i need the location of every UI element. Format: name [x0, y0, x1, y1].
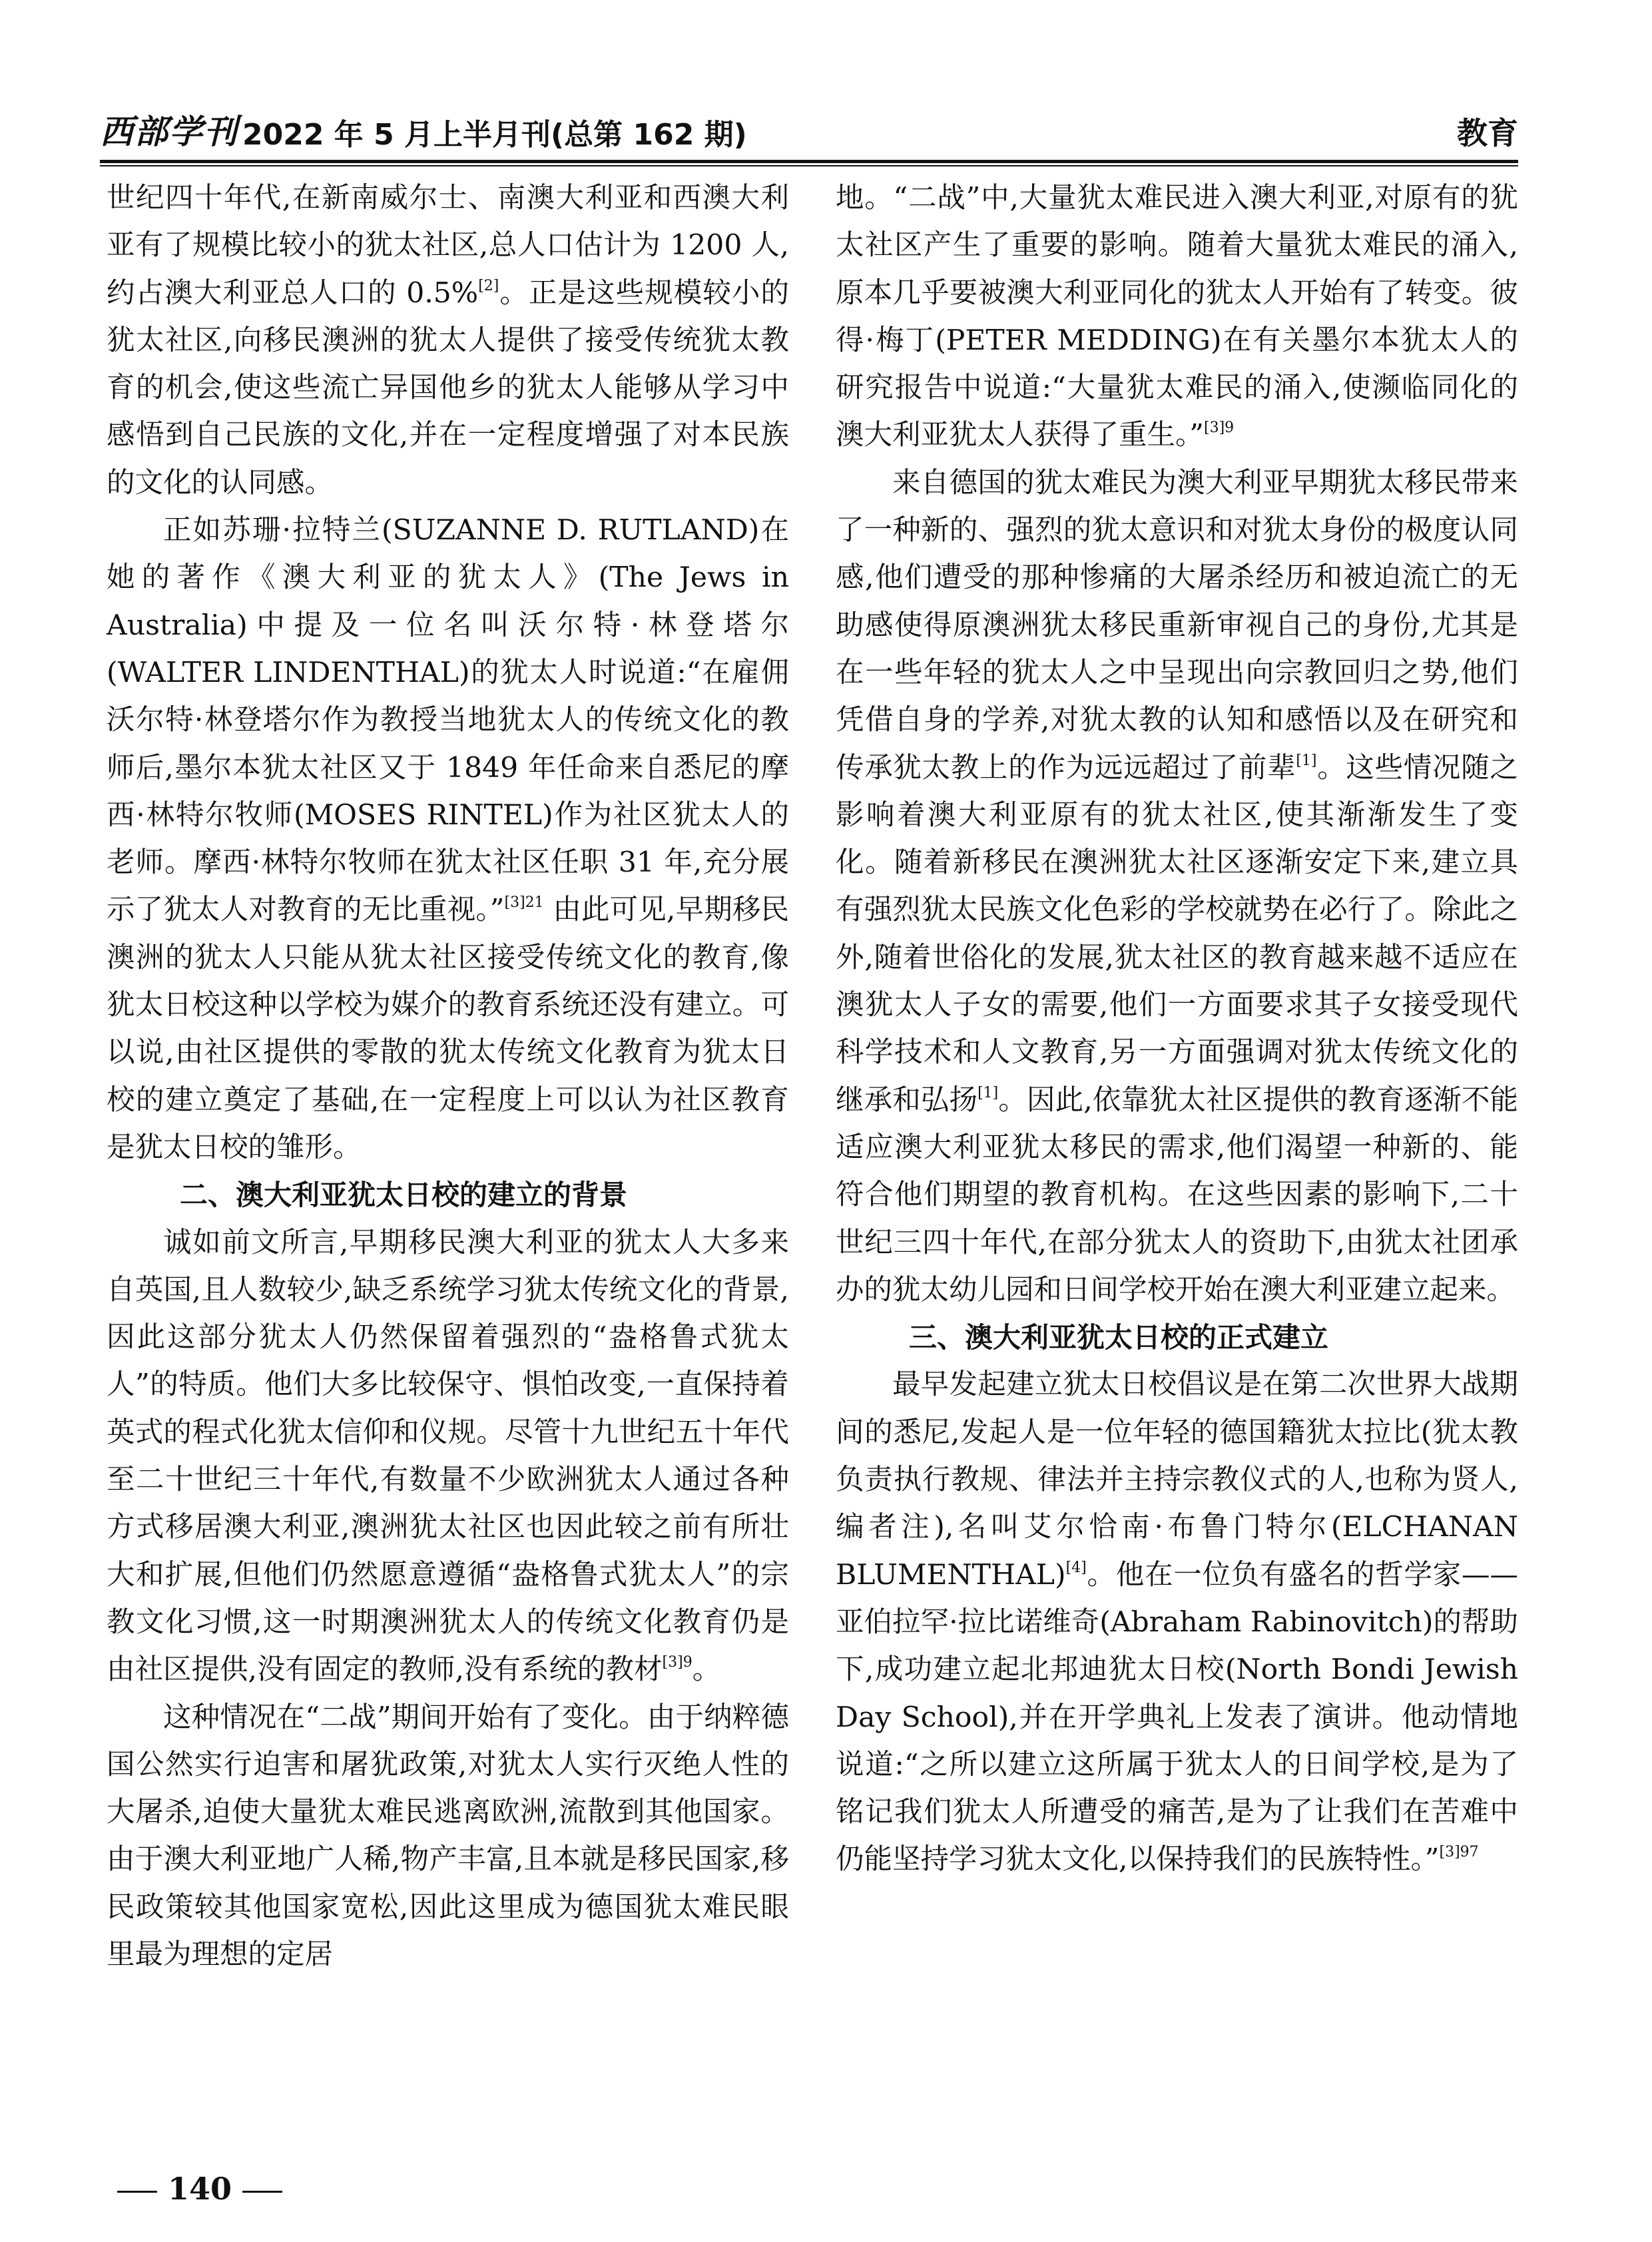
paragraph [107, 1219, 789, 1694]
section-heading: 二、澳大利亚犹太日校的建立的背景 [180, 1179, 628, 1212]
journal-logo: 西部学刊 [100, 112, 238, 151]
section-heading: 三、澳大利亚犹太日校的正式建立 [909, 1321, 1329, 1354]
footer-dash [117, 2191, 157, 2193]
right-column [836, 174, 1518, 1884]
citation: [3]9 [662, 1654, 692, 1671]
citation: [3]97 [1439, 1844, 1479, 1861]
paragraph-text: 正如苏珊·拉特兰(SUZANNE D. RUTLAND)在她的著作《澳大利亚的犹太人》(The Jews in Australia)中提及一位名叫沃尔特·林登塔尔(WALTER LINDENTHAL)的犹太人时说道:“在雇佣沃尔特·林登塔尔作为教授当地犹太人的传统文化的教师后,墨尔本犹太社区又于 1849 年任命来自悉尼的摩西·林特尔牧师(MOSES RINTEL)作为社区犹太人的老师。摩西·林特尔牧师在犹太社区任职 31 年,充分展示了犹太人对教育的无比重视。” [107, 514, 789, 927]
section-label: 教育 [1457, 115, 1518, 151]
header-left [100, 105, 747, 153]
left-column [107, 174, 789, 1978]
paragraph [107, 174, 789, 507]
paragraph-text: 地。“二战”中,大量犹太难民进入澳大利亚,对原有的犹太社区产生了重要的影响。随着大量犹太难民的涌入,原本几乎要被澳大利亚同化的犹太人开始有了转变。彼得·梅丁(PETER MEDDING)在有关墨尔本犹太人的研究报告中说道:“大量犹太难民的涌入,使濒临同化的澳大利亚犹太人获得了重生。” [836, 182, 1518, 452]
citation: [3]9 [1203, 420, 1235, 437]
citation: [1] [977, 1084, 999, 1101]
page-header [100, 107, 1518, 153]
paragraph-text: 。他在一位负有盛名的哲学家——亚伯拉罕·拉比诺维奇(Abraham Rabinovitch)的帮助下,成功建立起北邦迪犹太日校(North Bondi Jewish Day School),并在开学典礼上发表了演讲。他动情地说道:“之所以建立这所属于犹太人的日间学校,是为了铭记我们犹太人所遭受的痛苦,是为了让我们在苦难中仍能坚持学习犹太文化,以保持我们的民族特性。” [836, 1558, 1518, 1876]
paragraph-text: 来自德国的犹太难民为澳大利亚早期犹太移民带来了一种新的、强烈的犹太意识和对犹太身份的极度认同感,他们遭受的那种惨痛的大屠杀经历和被迫流亡的无助感使得原澳洲犹太移民重新审视自己的身份,尤其是在一些年轻的犹太人之中呈现出向宗教回归之势,他们凭借自身的学养,对犹太教的认知和感悟以及在研究和传承犹太教上的作为远远超过了前辈 [836, 466, 1518, 784]
paragraph [107, 507, 789, 1171]
citation: [1] [1296, 752, 1317, 769]
paragraph-text: 世纪四十年代,在新南威尔士、南澳大利亚和西澳大利亚有了规模比较小的犹太社区,总人口估计为 1200 人,约占澳大利亚总人口的 0.5% [107, 182, 789, 310]
paragraph-text: 诚如前文所言,早期移民澳大利亚的犹太人大多来自英国,且人数较少,缺乏系统学习犹太传统文化的背景,因此这部分犹太人仍然保留着强烈的“盎格鲁式犹太人”的特质。他们大多比较保守、惧怕改变,一直保持着英式的程式化犹太信仰和仪规。尽管十九世纪五十年代至二十世纪三十年代,有数量不少欧洲犹太人通过各种方式移居澳大利亚,澳洲犹太社区也因此较之前有所壮大和扩展,但他们仍然愿意遵循“盎格鲁式犹太人”的宗教文化习惯,这一时期澳洲犹太人的传统文化教育仍是由社区提供,没有固定的教师,没有系统的教材 [107, 1226, 789, 1687]
header-rule [100, 160, 1518, 166]
page-number: 140 [168, 2171, 232, 2207]
paragraph [107, 1694, 789, 1979]
paragraph [836, 459, 1518, 1314]
paragraph-text: 。正是这些规模较小的犹太社区,向移民澳洲的犹太人提供了接受传统犹太教育的机会,使这些流亡异国他乡的犹太人能够从学习中感悟到自己民族的文化,并在一定程度增强了对本民族的文化的认同感。 [107, 276, 789, 499]
paragraph [836, 1361, 1518, 1883]
page-footer [107, 2171, 293, 2207]
paragraph-text: 最早发起建立犹太日校倡议是在第二次世界大战期间的悉尼,发起人是一位年轻的德国籍犹太拉比(犹太教负责执行教规、律法并主持宗教仪式的人,也称为贤人,编者注),名叫艾尔恰南·布鲁门特尔(ELCHANAN BLUMENTHAL) [836, 1368, 1518, 1591]
citation: [3]21 [504, 894, 544, 912]
paragraph-text: 。因此,依靠犹太社区提供的教育逐渐不能适应澳大利亚犹太移民的需求,他们渴望一种新的、能符合他们期望的教育机构。在这些因素的影响下,二十世纪三四十年代,在部分犹太人的资助下,由犹太社团承办的犹太幼儿园和日间学校开始在澳大利亚建立起来。 [836, 1083, 1518, 1306]
paragraph [836, 174, 1518, 459]
paragraph-text: 。这些情况随之影响着澳大利亚原有的犹太社区,使其渐渐发生了变化。随着新移民在澳洲犹太社区逐渐安定下来,建立具有强烈犹太民族文化色彩的学校就势在必行了。除此之外,随着世俗化的发展,犹太社区的教育越来越不适应在澳犹太人子女的需要,他们一方面要求其子女接受现代科学技术和人文教育,另一方面强调对犹太传统文化的继承和弘扬 [836, 751, 1518, 1117]
paragraph-text: 这种情况在“二战”期间开始有了变化。由于纳粹德国公然实行迫害和屠犹政策,对犹太人实行灭绝人性的大屠杀,迫使大量犹太难民逃离欧洲,流散到其他国家。由于澳大利亚地广人稀,物产丰富,且本就是移民国家,移民政策较其他国家宽松,因此这里成为德国犹太难民眼里最为理想的定居 [107, 1701, 789, 1971]
footer-dash [242, 2191, 282, 2193]
paragraph-text: 。 [692, 1653, 721, 1687]
citation: [2] [478, 277, 499, 294]
issue-info: 2022 年 5 月上半月刊(总第 162 期) [242, 118, 747, 152]
paragraph-text: 由此可见,早期移民澳洲的犹太人只能从犹太社区接受传统文化的教育,像犹太日校这种以学校为媒介的教育系统还没有建立。可以说,由社区提供的零散的犹太传统文化教育为犹太日校的建立奠定了基础,在一定程度上可以认为社区教育是犹太日校的雏形。 [107, 894, 789, 1164]
citation: [4] [1065, 1559, 1087, 1576]
